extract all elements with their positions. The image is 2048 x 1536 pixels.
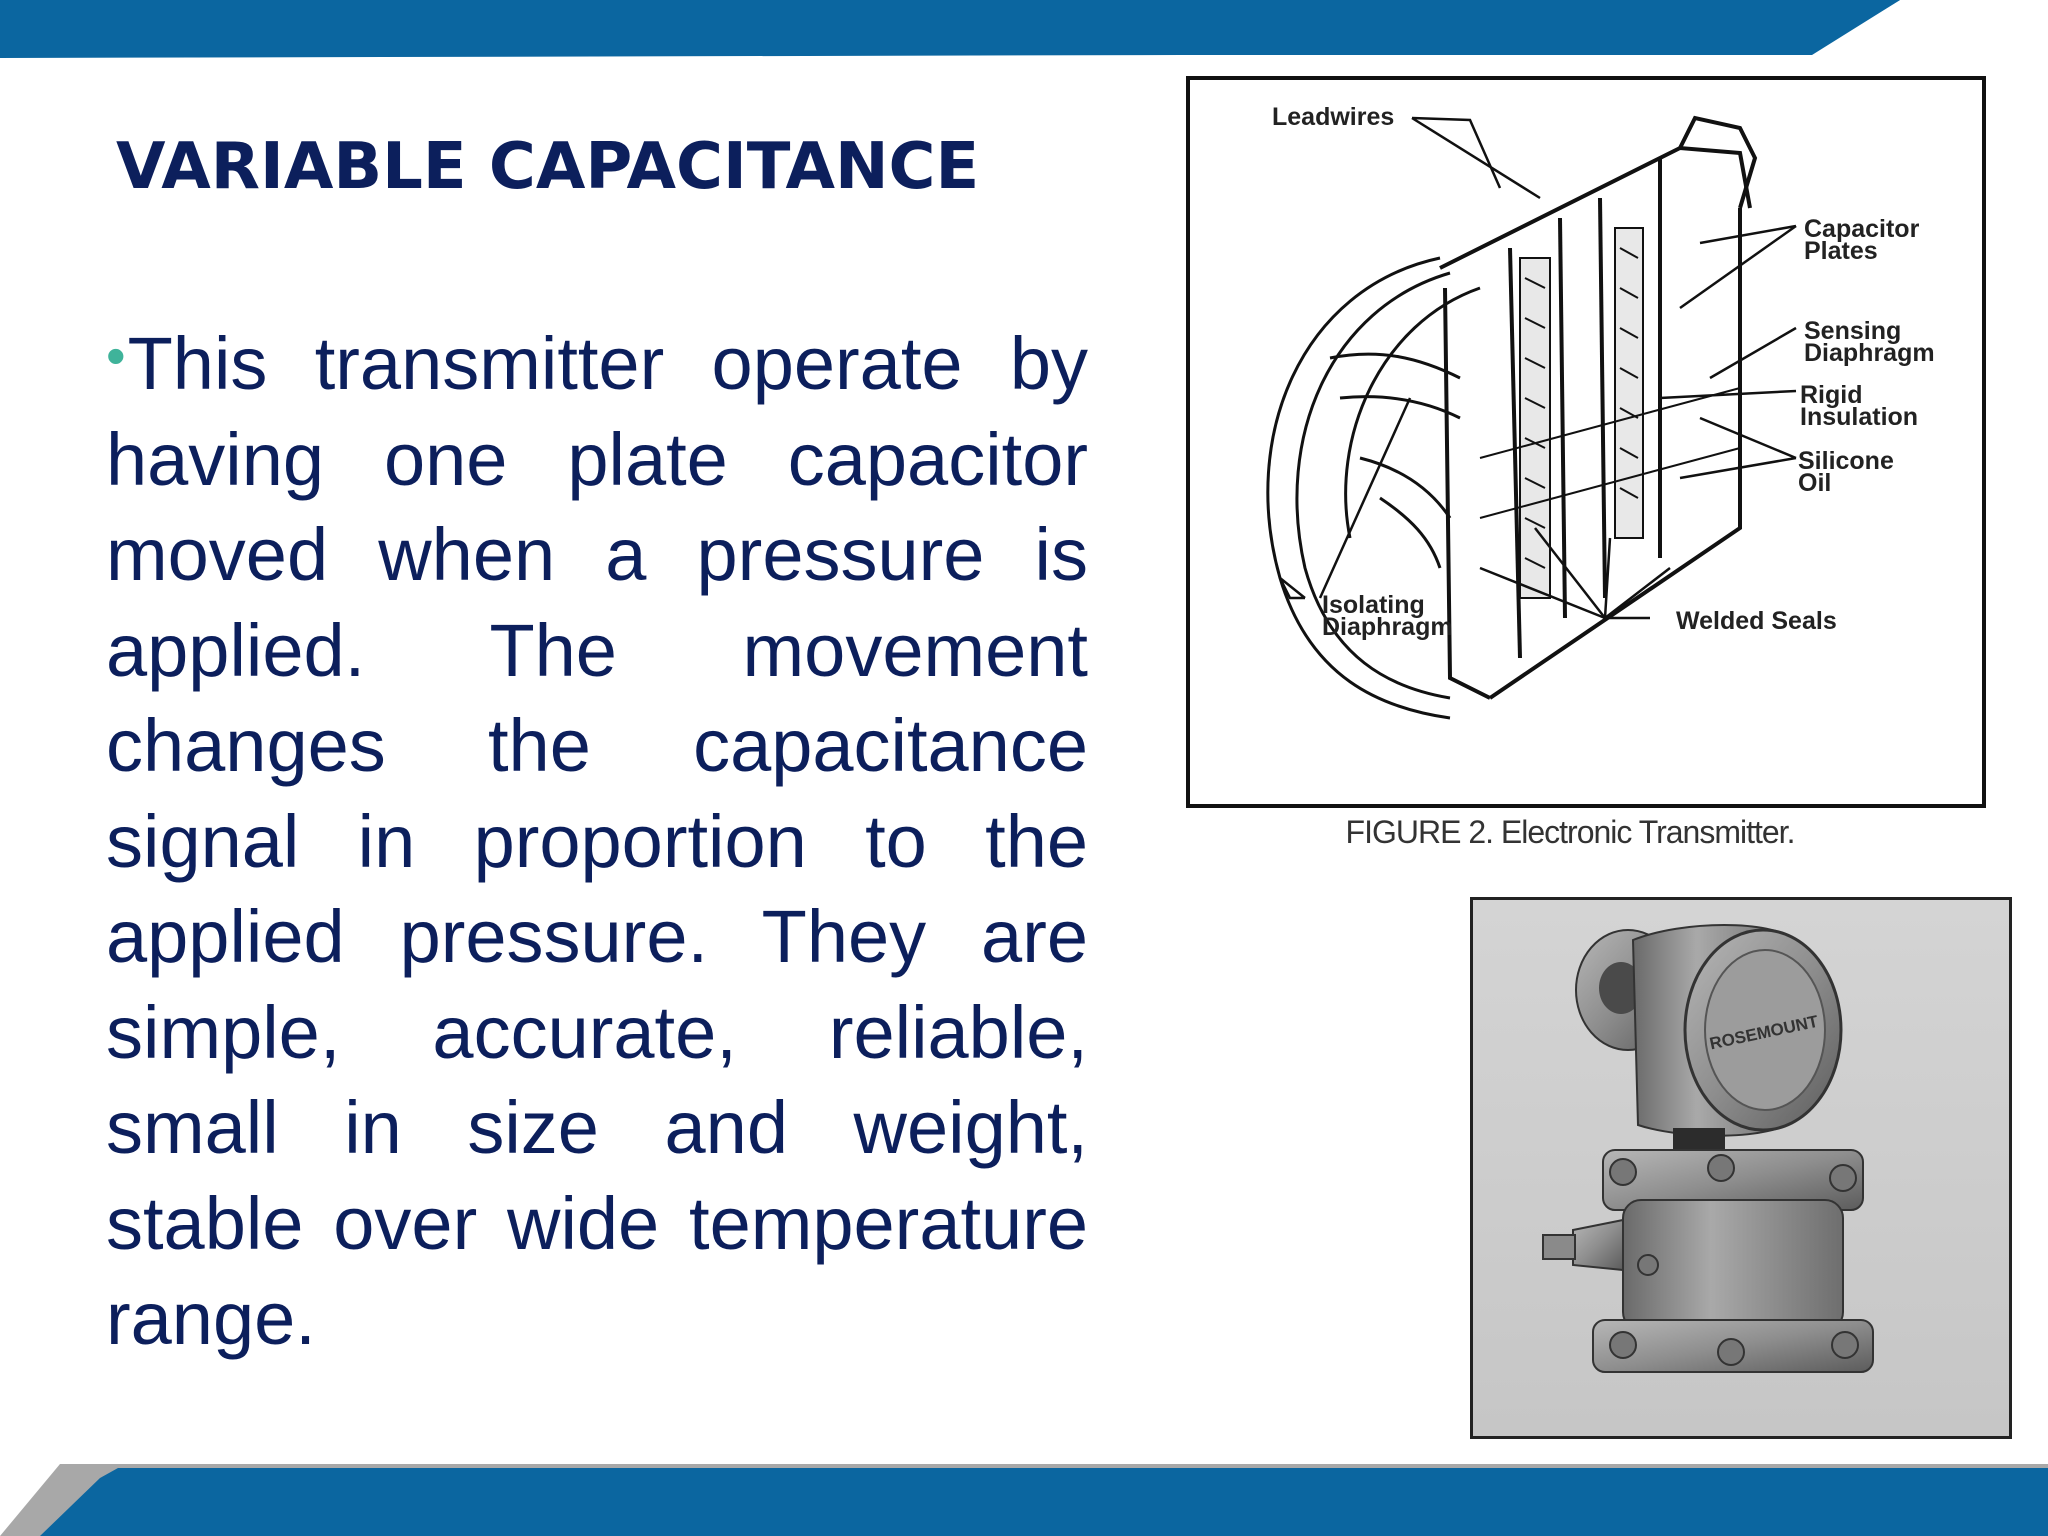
body-text: This transmitter operate by having one plate capacitor moved when a pressure is applied. The movement changes the capacitance signal in proportion to the applied pressure. They are simple, accurate, reliable, small in size and weight, stable over wide temperature range. [106, 322, 1088, 1360]
top-banner [0, 0, 2048, 62]
label-rigid-insulation-line1: Rigid [1800, 381, 1863, 409]
label-capacitor-plates-line2: Plates [1804, 237, 1878, 265]
label-leadwires: Leadwires [1272, 103, 1395, 131]
slide-title: VARIABLE CAPACITANCE [116, 130, 980, 204]
label-sensing-diaphragm-line1: Sensing [1804, 317, 1902, 345]
label-isolating-diaphragm-line2: Diaphragm [1322, 613, 1453, 641]
label-silicone-oil-line1: Silicone [1798, 447, 1894, 475]
figure-caption: FIGURE 2. Electronic Transmitter. [1345, 814, 1795, 850]
label-silicone-oil-line2: Oil [1798, 469, 1832, 497]
label-capacitor-plates-line1: Capacitor [1804, 215, 1920, 243]
label-isolating-diaphragm-line1: Isolating [1322, 591, 1425, 619]
label-sensing-diaphragm-line2: Diaphragm [1804, 339, 1935, 367]
body-paragraph [106, 308, 1088, 1367]
transmitter-diagram [1180, 58, 1992, 870]
diagram-drawing [1180, 58, 1992, 818]
bullet-marker: • [106, 324, 126, 387]
label-welded-seals: Welded Seals [1676, 607, 1837, 635]
label-rigid-insulation-line2: Insulation [1800, 403, 1919, 431]
transmitter-illustration [1473, 900, 2009, 1436]
transmitter-photo [1470, 897, 2012, 1439]
brand-label: ROSEMOUNT [1707, 1011, 1820, 1054]
bottom-banner [0, 1450, 2048, 1536]
